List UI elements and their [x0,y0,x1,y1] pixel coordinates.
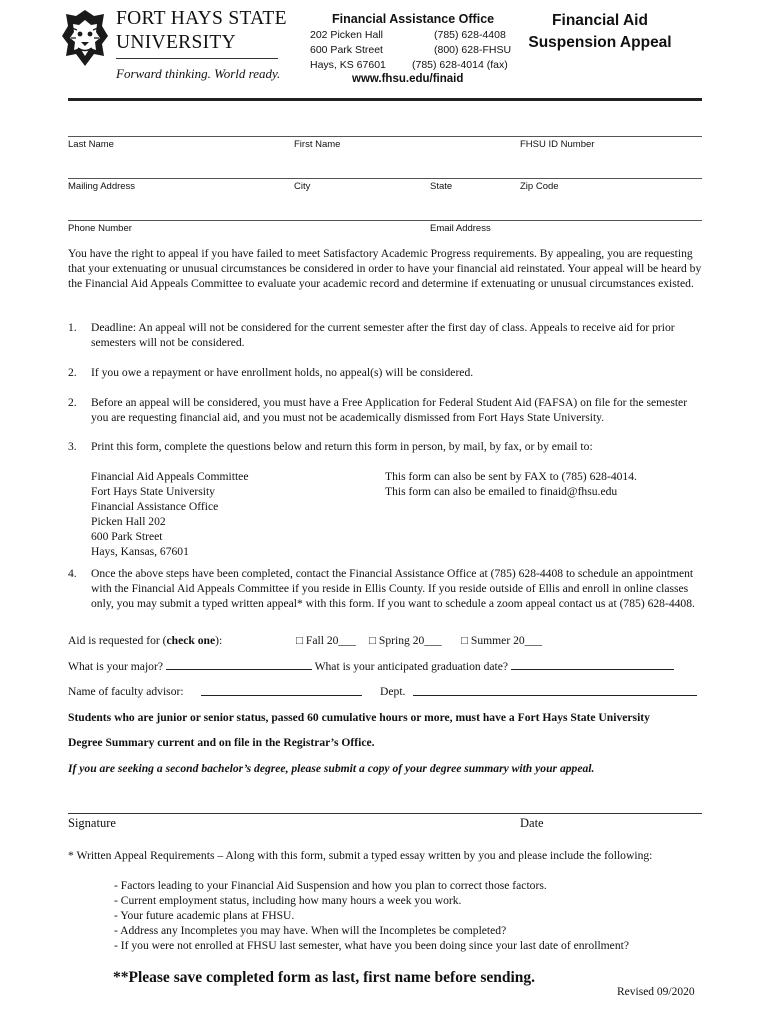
address-row-line[interactable] [68,178,702,179]
dept-field[interactable] [413,684,697,696]
major-grad-row [68,658,674,674]
website-link[interactable]: www.fhsu.edu/finaid [352,73,464,85]
address-line: Hays, KS 67601 [310,59,386,71]
email-label: Email Address [430,223,491,234]
fax-line: (785) 628-4014 (fax) [412,59,508,71]
revised-date: Revised 09/2020 [617,986,695,998]
signature-line[interactable] [68,813,702,814]
item-repayment: If you owe a repayment or have enrollment holds, no appeal(s) will be considered. [91,366,474,379]
summer-checkbox[interactable]: □ Summer 20___ [461,634,543,647]
zip-label: Zip Code [520,181,559,192]
fall-checkbox[interactable]: □ Fall 20___ [296,634,356,647]
fax-note: This form can also be sent by FAX to (785) 628-4014. [385,470,637,483]
dept-label: Dept. [380,685,406,698]
summer-label: Summer 20___ [470,634,543,647]
aid-label-pre: Aid is requested for ( [68,634,167,647]
requirement-item: - If you were not enrolled at FHSU last semester, what have you been doing since your last date of enrollment? [114,939,629,952]
signature-label: Signature [68,816,116,830]
grad-date-field[interactable] [511,658,674,670]
name-row-line[interactable] [68,136,702,137]
item-number: 2. [68,366,77,379]
mailing-address-label: Mailing Address [68,181,136,192]
item-appointment: Once the above steps have been completed, contact the Financial Assistance Office at (785) 628-4408 to schedule an appointment with the Financial Aid Appeals Committee if you reside in Ellis County. If you reside outside of Ellis and enroll in online classes only, you may submit a typed written appeal* with this form. If you want to schedule a zoom appeal contact us at (785) 628-4408. [91,567,695,610]
id-number-label: FHSU ID Number [520,139,595,150]
advisor-field[interactable] [201,684,362,696]
fall-label: Fall 20___ [305,634,356,647]
state-label: State [430,181,453,192]
second-degree-note: If you are seeking a second bachelor’s degree, please submit a copy of your degree summary with your appeal. [68,762,595,775]
form-title-line2: Suspension Appeal [528,34,672,51]
email-note[interactable]: This form can also be emailed to finaid@fhsu.edu [385,485,618,498]
item-number: 2. [68,396,77,409]
phone-label: Phone Number [68,223,132,234]
item-number: 1. [68,321,77,334]
mailing-line: Financial Assistance Office [91,500,219,513]
aid-label-post: ): [215,634,223,647]
office-title: Financial Assistance Office [332,12,495,26]
mailing-line: 600 Park Street [91,530,163,543]
requirement-item: - Address any Incompletes you may have. When will the Incompletes be completed? [114,924,507,937]
aid-label-bold: check one [166,634,216,647]
junior-senior-note: Students who are junior or senior status, passed 60 cumulative hours or more, must have a Fort Hays State University [68,711,650,724]
item-print-form: Print this form, complete the questions below and return this form in person, by mail, by fax, or by email to: [91,440,593,453]
phone-line: (800) 628-FHSU [434,44,512,56]
mailing-line: Hays, Kansas, 67601 [91,545,189,558]
aid-requested-label [68,633,222,648]
mailing-line: Picken Hall 202 [91,515,166,528]
phone-line: (785) 628-4408 [434,29,506,41]
grad-date-label: What is your anticipated graduation date? [311,660,511,673]
header-divider [68,98,702,101]
item-number: 3. [68,440,77,453]
item-number: 4. [68,567,77,580]
address-line: 600 Park Street [310,44,383,56]
written-requirements-intro: * Written Appeal Requirements – Along with this form, submit a typed essay written by you and please include the following: [68,849,653,862]
requirement-item: - Factors leading to your Financial Aid Suspension and how you plan to correct those factors. [114,879,547,892]
save-instruction: **Please save completed form as last, first name before sending. [113,969,536,986]
spring-checkbox[interactable]: □ Spring 20___ [369,634,442,647]
university-name-line1: FORT HAYS STATE [116,8,287,29]
first-name-label: First Name [294,139,341,150]
date-label: Date [520,816,544,830]
major-label: What is your major? [68,660,166,673]
mailing-line: Financial Aid Appeals Committee [91,470,249,483]
contact-row-line[interactable] [68,220,702,221]
form-title-line1: Financial Aid [552,12,648,29]
advisor-label: Name of faculty advisor: [68,685,184,698]
address-line: 202 Picken Hall [310,29,383,41]
requirement-item: - Current employment status, including how many hours a week you work. [114,894,462,907]
degree-summary-note: Degree Summary current and on file in the Registrar’s Office. [68,736,375,749]
major-field[interactable] [166,658,312,670]
city-label: City [294,181,311,192]
spring-label: Spring 20___ [378,634,442,647]
university-tagline: Forward thinking. World ready. [116,66,281,81]
item-fafsa: Before an appeal will be considered, you must have a Free Application for Federal Student Aid (FAFSA) on file for the semester you are requesting financial aid, and you must not be academically dismissed from Fort Hays State University. [91,396,688,424]
item-deadline: Deadline: An appeal will not be considered for the current semester after the first day of class. Appeals to receive aid for prior semesters will not be considered. [91,321,675,349]
last-name-label: Last Name [68,139,114,150]
university-name-line2: UNIVERSITY [116,32,236,53]
mailing-line: Fort Hays State University [91,485,215,498]
logo-divider [116,58,278,59]
requirement-item: - Your future academic plans at FHSU. [114,909,295,922]
intro-paragraph: You have the right to appeal if you have failed to meet Satisfactory Academic Progress requirements. By appealing, you are requesting that your extenuating or unusual circumstances be considered in order to have your financial aid reinstated. Your appeal will be heard by the Financial Aid Appeals Committee to evaluate your academic record and determine if extenuating or unusual circumstances existed. [68,247,702,290]
form-title [520,10,680,54]
tiger-logo-icon [60,8,110,68]
